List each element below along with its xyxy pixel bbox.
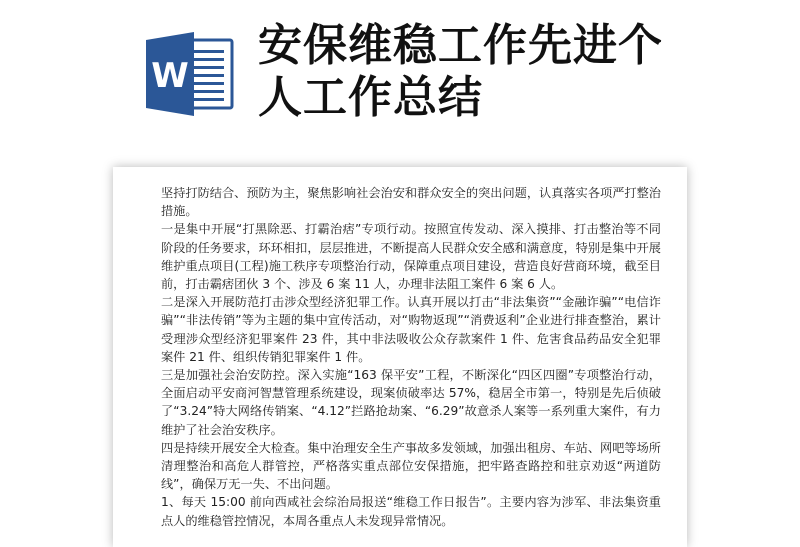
word-document-icon (144, 30, 236, 118)
paragraph-daily-report: 1、每天 15:00 前向西咸社会综治局报送“维稳工作日报告”。主要内容为涉军、非法集资重点人的维稳管控情况，本周各重点人未发现异常情况。 (161, 495, 661, 528)
paragraph-item-2: 二是深入开展防范打击涉众型经济犯罪工作。认真开展以打击“非法集资”“金融诈骗”“电信诈骗”“非法传销”等为主题的集中宣传活动，对“购物返现”“消费返利”企业进行排查整治，累计受理涉众型经济犯罪案件 23 件，其中非法吸收公众存款案件 1 件、危害食品药品安全犯罪案件 21 件、组织传销犯罪案件 1 件。 (161, 295, 661, 364)
document-page (113, 167, 687, 547)
paragraph-item-4: 四是持续开展安全大检查。集中治理安全生产事故多发领域，加强出租房、车站、网吧等场所清理整治和高危人群管控，严格落实重点部位安保措施，把牢路查路控和驻京劝返“两道防线”，确保万无一失、不出问题。 (161, 440, 661, 492)
paragraph-item-3: 三是加强社会治安防控。深入实施“163 保平安”工程，不断深化“四区四圈”专项整治行动，全面启动平安商河智慧管理系统建设，现案侦破率达 57%，稳居全市第一，特别是先后侦破了“3.24”特大网络传销案、“4.12”拦路抢劫案、“6.29”故意杀人案等一系列重大案件，有力维护了社会治安秩序。 (161, 368, 661, 437)
paragraph-intro: 坚持打防结合、预防为主，聚焦影响社会治安和群众安全的突出问题，认真落实各项严打整治措施。 (161, 186, 661, 219)
document-body (161, 184, 661, 530)
paragraph-item-1: 一是集中开展“打黑除恶、打霸治痞”专项行动。按照宣传发动、深入摸排、打击整治等不同阶段的任务要求，环环相扣，层层推进，不断提高人民群众安全感和满意度，特别是集中开展维护重点项目(工程)施工秩序专项整治行动，保障重点项目建设，营造良好营商环境，截至目前，打击霸痞团伙 3 个、涉及 6 案 11 人，办理非法阻工案件 6 案 6 人。 (161, 222, 661, 292)
page-title: 安保维稳工作先进个人工作总结 (258, 20, 663, 123)
word-icon-letter: W (151, 56, 189, 96)
page-header (0, 0, 800, 160)
